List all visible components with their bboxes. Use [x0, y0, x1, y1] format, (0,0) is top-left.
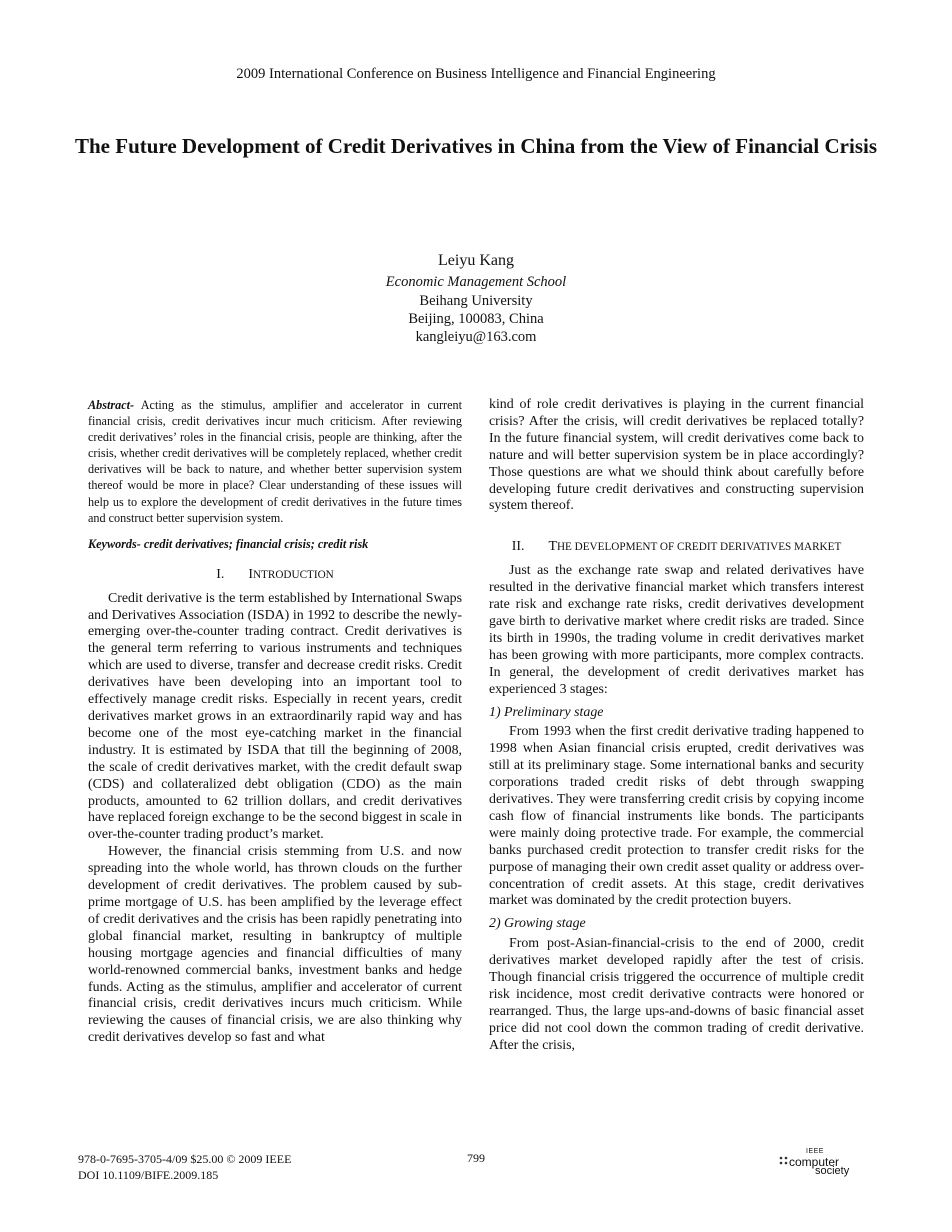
- intro-paragraph-2: However, the financial crisis stemming from U.S. and now spreading into the whole world, has thrown clouds on the further development of credit derivatives. The problem caused by sub-prime mortgage of U.S. has been amplified by the leverage effect of credit derivatives and the crisis has been rapidly penetrating into global financial market, resulting in bankruptcy of multiple housing mortgage agencies and financial difficulties of many world-renowned commercial banks, investment banks and hedge funds. Acting as the stimulus, amplifier and accelerator of current financial crisis, credit derivatives incurs much criticism. While reviewing the causes of financial crisis, we are also thinking why credit derivatives develop so fast and what: [88, 844, 462, 1046]
- left-column: [88, 397, 462, 1047]
- author-block: [0, 252, 952, 346]
- logo-computer-text: computer: [789, 1155, 840, 1169]
- right-column: [489, 397, 864, 1055]
- intro-paragraph-1: Credit derivative is the term established by International Swaps and Derivatives Association (ISDA) in 1992 to describe the newly-emerging over-the-counter trading contract. Credit derivatives is the general term referring to various instruments and techniques which are used to diverse, transfer and decrease credit risks. Credit derivatives have been developing into an important tool to effectively manage credit risks. Especially in recent years, credit derivatives market grows in an extraordinarily rapid way and has become one of the most eye-catching market in the financial industry. It is estimated by ISDA that till the beginning of 2008, the scale of credit derivatives market, with the credit default swap (CDS) and collateralized debt obligation (CDO) as the main products, amounted to 62 trillion dollars, and credit derivatives have replaced foreign exchange to be the second biggest in scale in over-the-counter trading product’s market.: [88, 590, 462, 843]
- author-email[interactable]: kangleiyu@163.com: [415, 329, 537, 346]
- keywords: [88, 536, 462, 552]
- author-department: Economic Management School: [385, 274, 567, 291]
- development-paragraph-1: Just as the exchange rate swap and related derivatives have resulted in the derivative financial market which transfers interest rate risk and exchange rate risks, credit derivatives development gave birth to derivative market where credit risks are traded. Since its birth in 1990s, the trading volume in credit derivatives market has been growing with more participants, more complex contracts. In general, the development of credit derivatives market has experienced 3 stages:: [489, 563, 864, 697]
- subsection-preliminary-stage: 1) Preliminary stage: [489, 704, 604, 720]
- author-university: Beihang University: [419, 292, 533, 309]
- section-heading-development: [489, 539, 864, 556]
- logo-society-text: society: [815, 1165, 850, 1177]
- subsection-growing-stage: 2) Growing stage: [489, 916, 586, 932]
- intro-continuation: kind of role credit derivatives is playing in the current financial crisis? After the crisis, will credit derivatives be replaced totally? In the future financial system, will credit derivatives come back to nature and will better supervision system be in place accordingly? Those questions are what we should think about carefully before developing future credit derivatives and constructing supervision system thereof.: [489, 397, 864, 514]
- section-number: II.: [511, 539, 525, 555]
- conference-header: 2009 International Conference on Business Intelligence and Financial Engineering: [236, 66, 716, 82]
- section-heading-introduction: [88, 567, 462, 584]
- author-name: Leiyu Kang: [438, 252, 514, 269]
- keywords-text: Keywords- credit derivatives; financial crisis; credit risk: [88, 536, 369, 551]
- section-number: I.: [216, 566, 225, 582]
- section-title-first-letter: I: [248, 566, 253, 582]
- paper-title: The Future Development of Credit Derivatives in China from the View of Financial Crisis: [74, 134, 878, 158]
- section-title-rest: NTRODUCTION: [252, 568, 334, 581]
- section-title-rest: HE DEVELOPMENT OF CREDIT DERIVATIVES MARKET: [556, 541, 842, 554]
- preliminary-stage-paragraph: From 1993 when the first credit derivative trading happened to 1998 when Asian financial crisis erupted, credit derivatives was still at its preliminary stage. Some international banks and security corporations traded credit risks of debt through swapping derivatives. They were transferring credit crisis by copying income cash flow of financial instruments like bonds. The participants were mainly doing protective trade. For example, the commercial banks purchased credit protection to transfer credit risks for the purpose of managing their own credit asset quality or address over-concentration of credit assets. At this stage, credit derivatives market was dominated by the credit protection buyers.: [489, 724, 864, 909]
- abstract: [88, 397, 462, 526]
- author-address: Beijing, 100083, China: [408, 310, 544, 327]
- logo-ieee-text: IEEE: [806, 1148, 824, 1155]
- page-number: 799: [467, 1151, 485, 1165]
- abstract-label: Abstract-: [88, 398, 135, 412]
- section-title-first-letter: T: [548, 539, 557, 555]
- footer-publication-info: [78, 1151, 291, 1183]
- growing-stage-paragraph: From post-Asian-financial-crisis to the end of 2000, credit derivatives market developed rapidly after the test of crisis. Though financial crisis triggered the occurrence of multiple credit risk incidence, most credit derivative contracts were honored or rearranged. Thus, the large ups-and-downs of basic financial asset price did not cool down the common trading of credit derivative. After the crisis,: [489, 936, 864, 1053]
- abstract-text: Acting as the stimulus, amplifier and accelerator in current financial crisis, credit derivatives incur much criticism. After reviewing credit derivatives’ roles in the financial crisis, people are thinking, after the crisis, whether credit derivatives will be completely replaced, whether credit derivatives will be back to nature, and whether better supervision system thereof would be more in place? Clear understanding of these issues will help us to explore the development of credit derivatives in the future times and construct better supervision system.: [88, 398, 462, 525]
- footer-doi: DOI 10.1109/BIFE.2009.185: [78, 1168, 219, 1182]
- footer-isbn: 978-0-7695-3705-4/09 $25.00 © 2009 IEEE: [78, 1152, 292, 1166]
